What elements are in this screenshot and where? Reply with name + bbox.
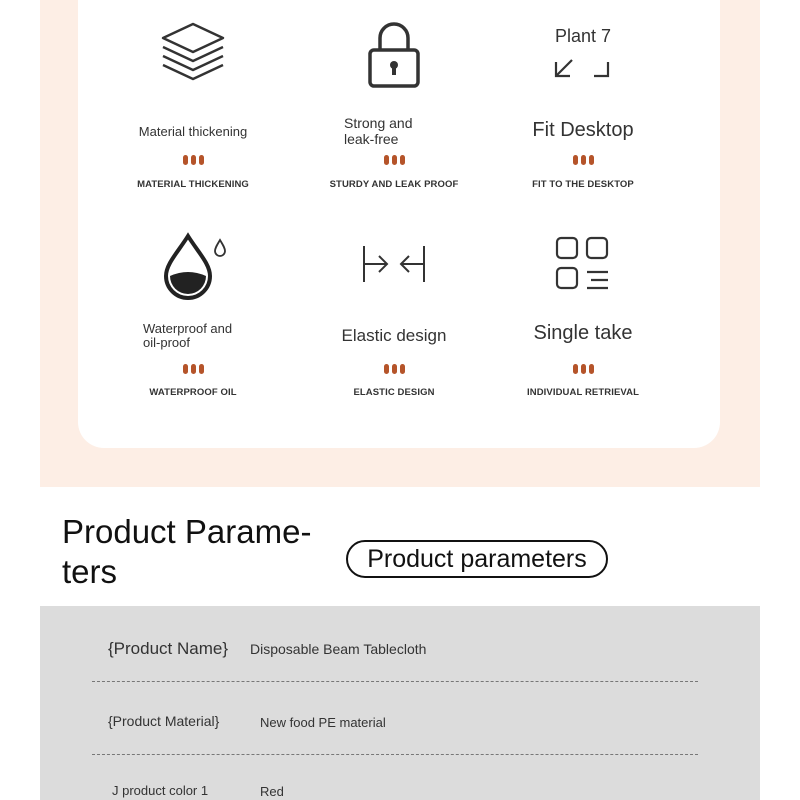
section-heading: Product Parame- ters (62, 513, 312, 590)
param-label: J product color 1 (112, 783, 209, 798)
layers-icon (88, 18, 298, 118)
param-label: {Product Name} (108, 639, 229, 658)
param-value: Disposable Beam Tablecloth (250, 641, 427, 657)
section-pill-label: Product parameters (346, 540, 608, 578)
feature-subtitle: INDIVIDUAL RETRIEVAL (527, 387, 639, 398)
feature-single-take (478, 228, 688, 428)
feature-waterproof (88, 228, 298, 428)
water-drop-icon (88, 228, 298, 328)
feature-subtitle: ELASTIC DESIGN (353, 387, 435, 398)
grid-list-icon (478, 236, 688, 336)
feature-material-thickening (88, 18, 298, 218)
accent-dots (88, 155, 298, 165)
feature-leak-free (289, 18, 499, 218)
accent-dots (289, 155, 499, 165)
accent-dots (289, 364, 499, 374)
feature-title: Elastic design (341, 326, 447, 345)
param-value: Red (260, 784, 284, 799)
feature-fit-desktop (478, 18, 688, 218)
stretch-icon (289, 244, 499, 294)
feature-title: Single take (533, 322, 633, 344)
feature-subtitle: WATERPROOF OIL (149, 387, 237, 398)
param-divider (92, 754, 698, 755)
feature-title: Waterproof and oil-proof (143, 321, 233, 350)
feature-subtitle: STURDY AND LEAK PROOF (329, 179, 459, 190)
feature-title: Fit Desktop (532, 119, 634, 141)
feature-subtitle: FIT TO THE DESKTOP (532, 179, 634, 190)
accent-dots (478, 364, 688, 374)
feature-subtitle: MATERIAL THICKENING (137, 179, 249, 190)
param-divider (92, 681, 698, 682)
accent-dots (88, 364, 298, 374)
resize-icon (554, 54, 612, 85)
features-card (78, 0, 720, 448)
feature-pre-label: Plant 7 (554, 26, 612, 46)
feature-title: Strong and leak-free (344, 115, 413, 147)
feature-elastic-design (289, 228, 499, 428)
accent-dots (478, 155, 688, 165)
parameters-panel (40, 606, 760, 800)
param-value: New food PE material (260, 715, 386, 730)
feature-title: Material thickening (138, 124, 248, 139)
param-label: {Product Material} (108, 713, 220, 729)
lock-icon (289, 18, 499, 118)
